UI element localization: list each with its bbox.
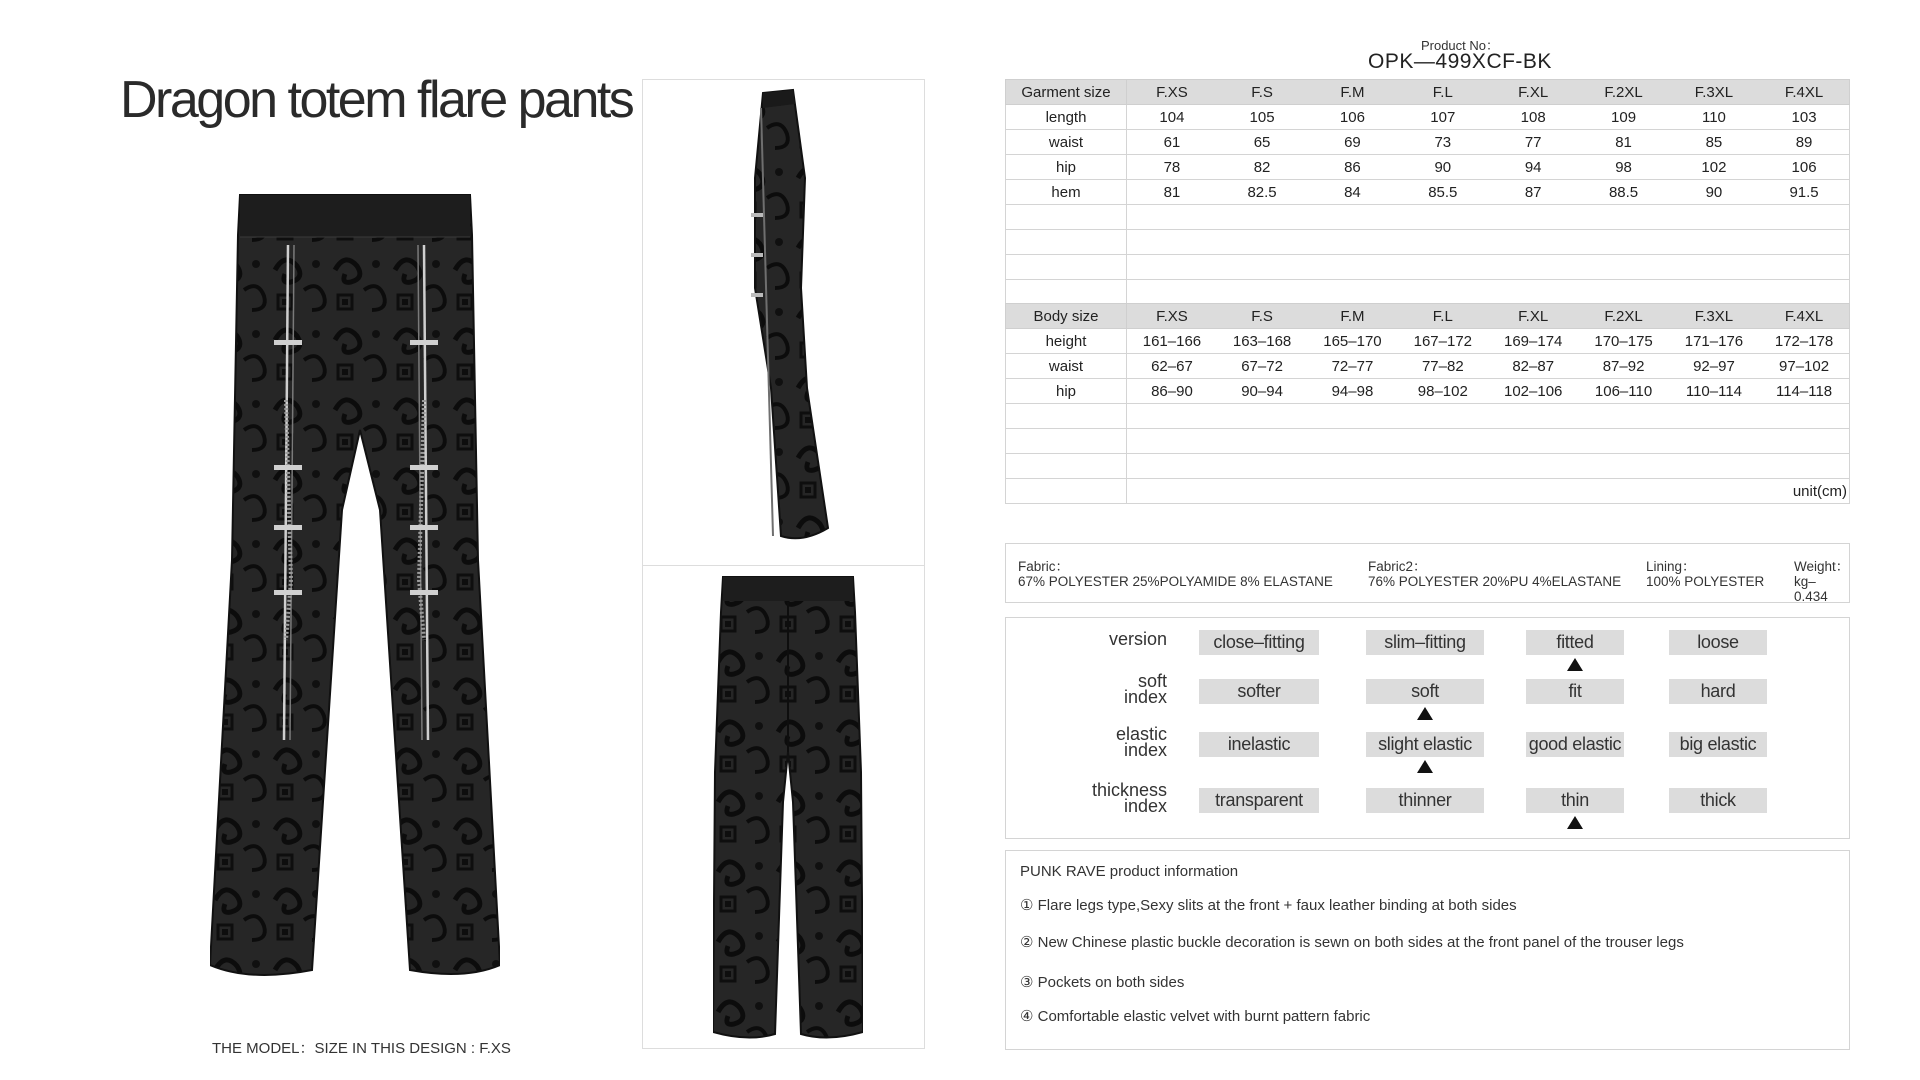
- fabric-info-panel: [1005, 543, 1850, 603]
- thickness-option-thick: thick: [1669, 788, 1767, 813]
- table-cell: 172–178: [1759, 329, 1849, 354]
- selection-marker-icon: [1417, 707, 1433, 720]
- soft-option-soft: soft: [1366, 679, 1484, 704]
- table-row: [1006, 130, 1850, 155]
- index-label-soft: soft index: [1123, 671, 1167, 707]
- table-cell: 90: [1398, 155, 1488, 180]
- row-label: waist: [1006, 354, 1127, 379]
- table-cell: 86–90: [1127, 379, 1217, 404]
- product-info-panel: [1005, 850, 1850, 1050]
- table-header-cell: F.L: [1398, 304, 1488, 329]
- weight-value: kg–0.434: [1794, 574, 1828, 604]
- product-no: OPK—499XCF-BK: [1368, 50, 1552, 73]
- garment-header-row: [1006, 80, 1850, 105]
- table-header-cell: F.2XL: [1578, 80, 1668, 105]
- table-cell: 90: [1669, 180, 1759, 205]
- empty-row: [1006, 404, 1850, 429]
- table-cell: 165–170: [1307, 329, 1397, 354]
- table-header-cell: F.M: [1307, 304, 1397, 329]
- table-cell: 171–176: [1669, 329, 1759, 354]
- table-cell: 82–87: [1488, 354, 1578, 379]
- table-cell: 98–102: [1398, 379, 1488, 404]
- table-header-cell: Body size: [1006, 304, 1127, 329]
- index-label-version: version: [1108, 629, 1167, 649]
- empty-row: [1006, 454, 1850, 479]
- index-label-elastic: elastic index: [1115, 724, 1167, 760]
- thickness-option-thinner: thinner: [1366, 788, 1484, 813]
- fabric2-block: [1368, 559, 1621, 589]
- table-header-cell: Garment size: [1006, 80, 1127, 105]
- table-header-cell: F.XS: [1127, 304, 1217, 329]
- body-size-table: [1005, 303, 1850, 504]
- elastic-option-slight: slight elastic: [1366, 732, 1484, 757]
- selection-marker-icon: [1417, 760, 1433, 773]
- table-cell: 67–72: [1217, 354, 1307, 379]
- table-cell: 65: [1217, 130, 1307, 155]
- table-cell: 81: [1578, 130, 1668, 155]
- soft-option-fit: fit: [1526, 679, 1624, 704]
- info-title: PUNK RAVE product information: [1020, 863, 1239, 880]
- table-cell: 73: [1398, 130, 1488, 155]
- side-view-photo: [733, 88, 853, 560]
- table-cell: 84: [1307, 180, 1397, 205]
- elastic-option-big: big elastic: [1669, 732, 1767, 757]
- table-cell: 88.5: [1578, 180, 1668, 205]
- table-cell: 108: [1488, 105, 1578, 130]
- table-cell: 81: [1127, 180, 1217, 205]
- table-cell: 106: [1759, 155, 1849, 180]
- table-cell: 72–77: [1307, 354, 1397, 379]
- row-label: hem: [1006, 180, 1127, 205]
- info-item: ① Flare legs type,Sexy slits at the front + faux leather binding at both sides: [1020, 897, 1517, 914]
- version-option-slim-fitting: slim–fitting: [1366, 630, 1484, 655]
- index-label-thickness: thickness index: [1091, 780, 1167, 816]
- table-cell: 103: [1759, 105, 1849, 130]
- selection-marker-icon: [1567, 816, 1583, 829]
- table-cell: 105: [1217, 105, 1307, 130]
- thickness-option-transparent: transparent: [1199, 788, 1319, 813]
- version-option-loose: loose: [1669, 630, 1767, 655]
- table-header-cell: F.3XL: [1669, 80, 1759, 105]
- table-cell: 167–172: [1398, 329, 1488, 354]
- front-view-photo: [210, 180, 500, 995]
- table-cell: 97–102: [1759, 354, 1849, 379]
- table-cell: 104: [1127, 105, 1217, 130]
- body-header-row: [1006, 304, 1850, 329]
- table-cell: 91.5: [1759, 180, 1849, 205]
- row-label: hip: [1006, 379, 1127, 404]
- table-cell: 109: [1578, 105, 1668, 130]
- table-cell: 62–67: [1127, 354, 1217, 379]
- table-header-cell: F.M: [1307, 80, 1397, 105]
- table-header-cell: F.3XL: [1669, 304, 1759, 329]
- model-size-note: THE MODEL：SIZE IN THIS DESIGN : F.XS: [212, 1040, 511, 1057]
- table-cell: 106–110: [1578, 379, 1668, 404]
- table-cell: 110: [1669, 105, 1759, 130]
- table-cell: 102: [1669, 155, 1759, 180]
- table-cell: 85.5: [1398, 180, 1488, 205]
- photo-gallery: [642, 79, 925, 1049]
- info-item: ③ Pockets on both sides: [1020, 974, 1185, 991]
- table-cell: 170–175: [1578, 329, 1668, 354]
- table-cell: 110–114: [1669, 379, 1759, 404]
- table-cell: 82: [1217, 155, 1307, 180]
- version-option-fitted: fitted: [1526, 630, 1624, 655]
- soft-option-softer: softer: [1199, 679, 1319, 704]
- table-header-cell: F.XL: [1488, 80, 1578, 105]
- table-row: [1006, 105, 1850, 130]
- row-label: waist: [1006, 130, 1127, 155]
- table-header-cell: F.4XL: [1759, 304, 1849, 329]
- thickness-option-thin: thin: [1526, 788, 1624, 813]
- table-cell: 161–166: [1127, 329, 1217, 354]
- table-cell: 107: [1398, 105, 1488, 130]
- table-cell: 85: [1669, 130, 1759, 155]
- lining-value: 100% POLYESTER: [1646, 574, 1765, 589]
- empty-row: [1006, 255, 1850, 280]
- garment-size-table: [1005, 79, 1850, 305]
- row-label: height: [1006, 329, 1127, 354]
- fabric2-label: Fabric2：: [1368, 559, 1427, 574]
- table-cell: 89: [1759, 130, 1849, 155]
- table-cell: 92–97: [1669, 354, 1759, 379]
- table-header-cell: F.2XL: [1578, 304, 1668, 329]
- product-no-label: Product No：: [1420, 38, 1500, 53]
- table-row: [1006, 180, 1850, 205]
- row-label: length: [1006, 105, 1127, 130]
- back-view-photo: [713, 572, 863, 1042]
- table-header-cell: F.L: [1398, 80, 1488, 105]
- product-title: Dragon totem flare pants: [120, 71, 633, 129]
- table-header-cell: F.S: [1217, 80, 1307, 105]
- table-cell: 78: [1127, 155, 1217, 180]
- empty-row: [1006, 429, 1850, 454]
- gallery-divider: [643, 565, 924, 566]
- table-cell: 61: [1127, 130, 1217, 155]
- weight-label: Weight：: [1794, 559, 1850, 574]
- table-cell: 87–92: [1578, 354, 1668, 379]
- elastic-option-good: good elastic: [1526, 732, 1624, 757]
- table-cell: 77–82: [1398, 354, 1488, 379]
- soft-option-hard: hard: [1669, 679, 1767, 704]
- table-cell: 98: [1578, 155, 1668, 180]
- selection-marker-icon: [1567, 658, 1583, 671]
- table-header-cell: F.XL: [1488, 304, 1578, 329]
- info-item: ② New Chinese plastic buckle decoration is sewn on both sides at the front panel of the trouser legs: [1020, 934, 1684, 951]
- lining-label: Lining：: [1646, 559, 1696, 574]
- table-row: [1006, 354, 1850, 379]
- fabric-block: [1018, 559, 1333, 589]
- fabric-label: Fabric：: [1018, 559, 1070, 574]
- table-cell: 94: [1488, 155, 1578, 180]
- table-header-cell: F.XS: [1127, 80, 1217, 105]
- unit-label: unit(cm): [1127, 479, 1850, 504]
- table-cell: 163–168: [1217, 329, 1307, 354]
- lining-block: [1646, 559, 1764, 589]
- table-cell: 82.5: [1217, 180, 1307, 205]
- table-cell: 86: [1307, 155, 1397, 180]
- table-cell: 77: [1488, 130, 1578, 155]
- table-cell: 87: [1488, 180, 1578, 205]
- fabric-value: 67% POLYESTER 25%POLYAMIDE 8% ELASTANE: [1018, 574, 1333, 589]
- table-row: [1006, 329, 1850, 354]
- weight-block: [1794, 559, 1849, 604]
- empty-row: [1006, 205, 1850, 230]
- table-cell: 114–118: [1759, 379, 1849, 404]
- table-header-cell: F.4XL: [1759, 80, 1849, 105]
- table-cell: 106: [1307, 105, 1397, 130]
- unit-row: [1006, 479, 1850, 504]
- index-panel: [1005, 617, 1850, 839]
- table-cell: 169–174: [1488, 329, 1578, 354]
- empty-row: [1006, 280, 1850, 305]
- table-cell: 90–94: [1217, 379, 1307, 404]
- row-label: hip: [1006, 155, 1127, 180]
- table-row: [1006, 155, 1850, 180]
- version-option-close-fitting: close–fitting: [1199, 630, 1319, 655]
- table-cell: 102–106: [1488, 379, 1578, 404]
- elastic-option-inelastic: inelastic: [1199, 732, 1319, 757]
- table-cell: 94–98: [1307, 379, 1397, 404]
- info-item: ④ Comfortable elastic velvet with burnt pattern fabric: [1020, 1008, 1371, 1025]
- fabric2-value: 76% POLYESTER 20%PU 4%ELASTANE: [1368, 574, 1622, 589]
- empty-row: [1006, 230, 1850, 255]
- table-row: [1006, 379, 1850, 404]
- table-cell: 69: [1307, 130, 1397, 155]
- table-header-cell: F.S: [1217, 304, 1307, 329]
